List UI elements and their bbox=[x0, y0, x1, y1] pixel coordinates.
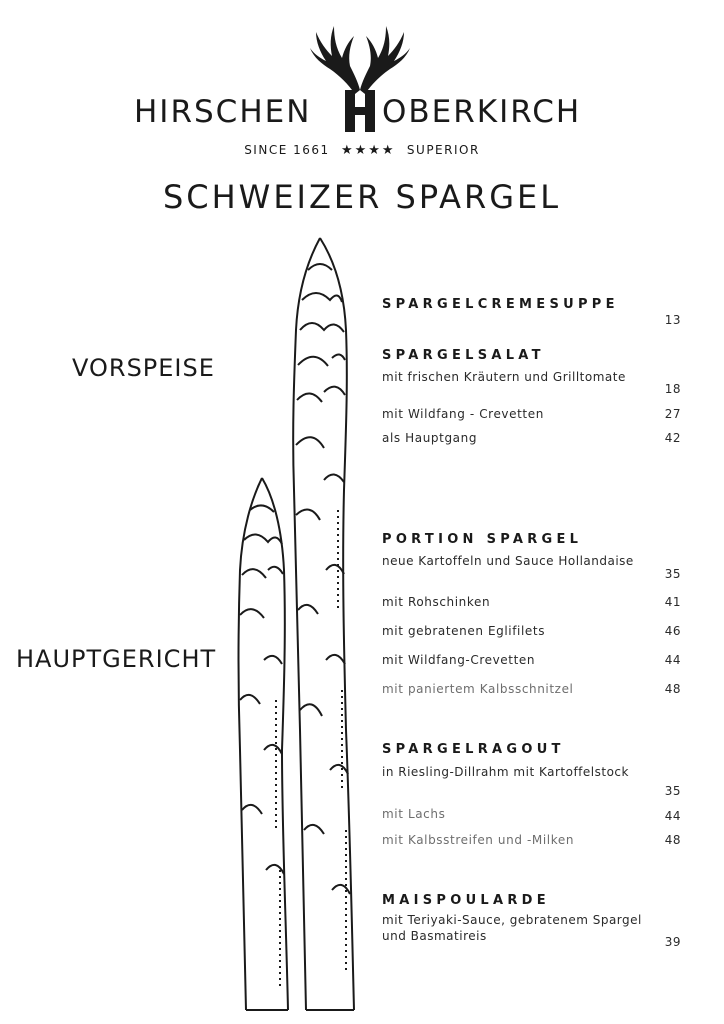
option-label: mit paniertem Kalbsschnitzel bbox=[382, 682, 574, 696]
dish-title-spargelsalat: SPARGELSALAT bbox=[382, 348, 545, 363]
option-label: mit Wildfang - Crevetten bbox=[382, 407, 544, 421]
dish-price-spargelragout: 35 bbox=[664, 784, 681, 798]
option-label: mit Wildfang-Crevetten bbox=[382, 653, 536, 667]
option-price: 42 bbox=[664, 431, 681, 445]
dish-desc-maispoularde: mit Teriyaki-Sauce, gebratenem Spargel bbox=[382, 913, 642, 927]
dish-desc-portion-spargel: neue Kartoffeln und Sauce Hollandaise bbox=[382, 554, 634, 568]
brand-name-left: HIRSCHEN bbox=[134, 94, 312, 130]
rating-text: SUPERIOR bbox=[406, 143, 480, 157]
asparagus-illustration bbox=[220, 230, 370, 1020]
dish-desc-maispoularde: und Basmatireis bbox=[382, 929, 487, 943]
brand-tagline bbox=[0, 143, 724, 158]
since-text: SINCE 1661 bbox=[244, 143, 330, 157]
brand-name-right: OBERKIRCH bbox=[382, 94, 582, 130]
page-title: SCHWEIZER SPARGEL bbox=[162, 178, 562, 216]
dish-title-spargelcremesuppe: SPARGELCREMESUPPE bbox=[382, 297, 619, 312]
option-label: mit Lachs bbox=[382, 807, 446, 821]
option-label: mit Kalbsstreifen und -Milken bbox=[382, 833, 575, 847]
option-price: 44 bbox=[664, 653, 681, 667]
dish-desc-spargelragout: in Riesling-Dillrahm mit Kartoffelstock bbox=[382, 765, 629, 779]
option-label: als Hauptgang bbox=[382, 431, 478, 445]
dish-price-portion-spargel: 35 bbox=[664, 567, 681, 581]
option-label: mit gebratenen Eglifilets bbox=[382, 624, 546, 638]
option-price: 41 bbox=[664, 595, 681, 609]
option-label: mit Rohschinken bbox=[382, 595, 491, 609]
section-heading-hauptgericht: HAUPTGERICHT bbox=[16, 645, 217, 673]
option-price: 44 bbox=[664, 809, 681, 823]
dish-title-maispoularde: MAISPOULARDE bbox=[382, 893, 550, 908]
option-price: 48 bbox=[664, 833, 681, 847]
dish-price-maispoularde: 39 bbox=[664, 935, 681, 949]
dish-title-spargelragout: SPARGELRAGOUT bbox=[382, 742, 565, 757]
option-price: 46 bbox=[664, 624, 681, 638]
stars-rating-icon: ★★★★ bbox=[340, 143, 396, 158]
dish-desc-spargelsalat: mit frischen Kräutern und Grilltomate bbox=[382, 370, 626, 384]
option-price: 48 bbox=[664, 682, 681, 696]
dish-title-portion-spargel: PORTION SPARGEL bbox=[382, 532, 583, 547]
section-heading-vorspeise: VORSPEISE bbox=[72, 354, 215, 382]
dish-price-spargelcremesuppe: 13 bbox=[664, 313, 681, 327]
dish-price-spargelsalat: 18 bbox=[664, 382, 681, 396]
option-price: 27 bbox=[664, 407, 681, 421]
